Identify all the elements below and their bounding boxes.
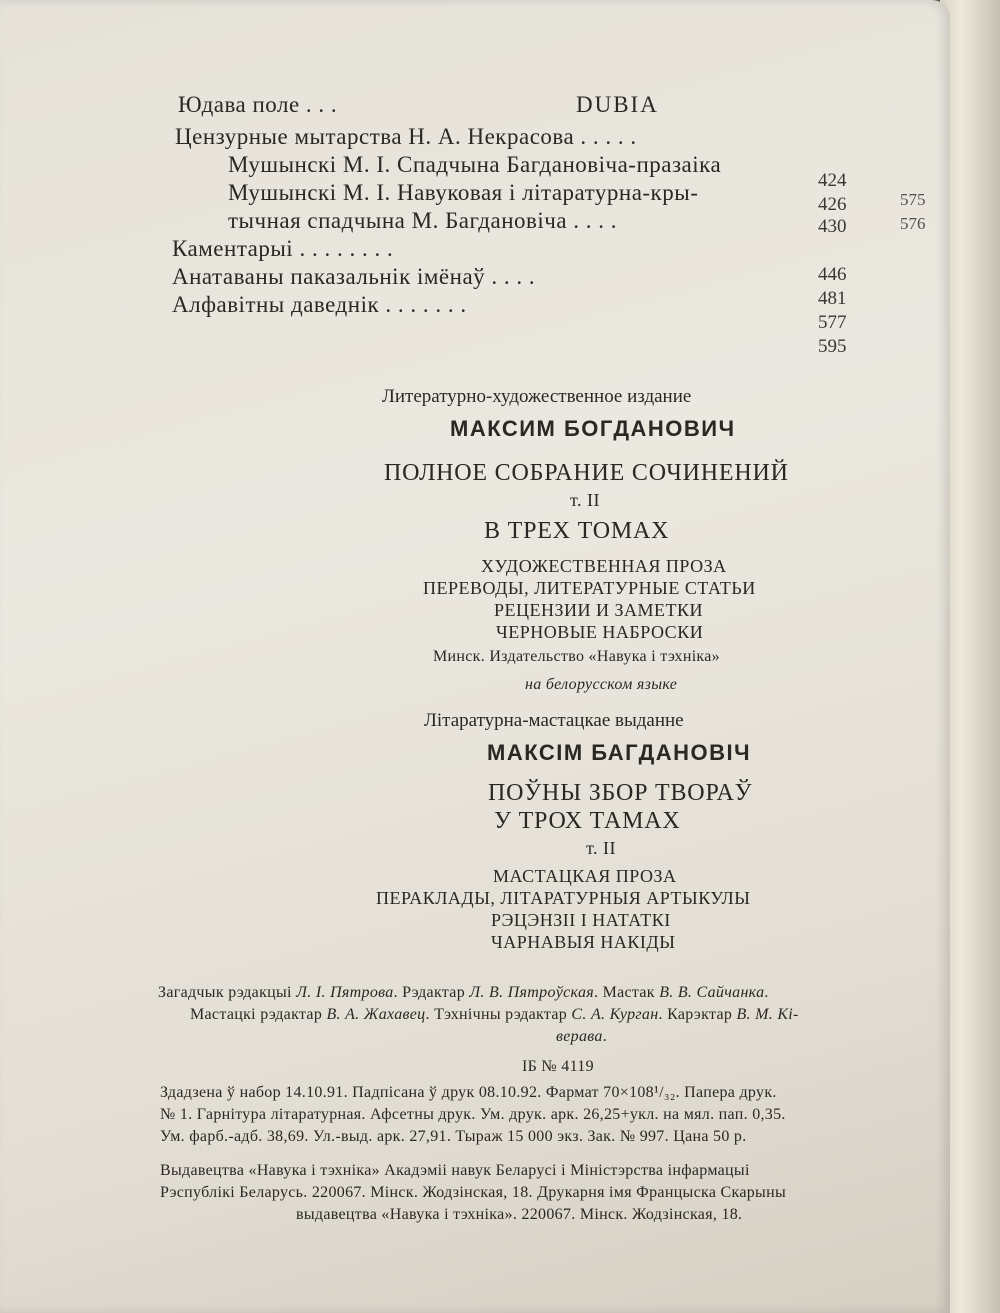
credits-line: Мастацкі рэдактар В. А. Жахавец. Тэхнічны рэдактар С. А. Курган. Карэктар В. М. Кі- [190, 1006, 799, 1023]
publisher-line: Рэспублікі Беларусь. 220067. Мінск. Жодзінская, 18. Друкарня імя Францыска Скарыны [160, 1184, 787, 1201]
toc-entry: Алфавітны даведнік . . . . . . . [172, 292, 467, 317]
toc-page-number: 424 [818, 170, 847, 191]
ru-author: МАКСИМ БОГДАНОВИЧ [450, 416, 736, 441]
ru-content-line: ЧЕРНОВЫЕ НАБРОСКИ [496, 622, 704, 642]
publisher-line: выдавецтва «Навука і тэхніка». 220067. Мінск. Жодзінская, 18. [296, 1206, 743, 1223]
toc-entry: Мушынскі М. І. Навуковая і літаратурна-кры- [228, 180, 699, 205]
ru-publisher: Минск. Издательство «Навука і тэхніка» [433, 648, 720, 665]
imprint-line: № 1. Гарнітура літаратурная. Афсетны друк. Ум. друк. арк. 26,25+укл. на мял. пап. 0,35. [160, 1106, 786, 1123]
ru-volumes-count: В ТРЕХ ТОМАХ [484, 518, 670, 544]
by-content-line: ЧАРНАВЫЯ НАКІДЫ [491, 932, 676, 952]
toc-entry: Каментарыі . . . . . . . . [172, 236, 394, 261]
by-content-line: МАСТАЦКАЯ ПРОЗА [493, 866, 677, 886]
toc-entry: Цензурные мытарства Н. А. Некрасова . . . . . [175, 124, 637, 149]
credits-line: верава. [556, 1028, 607, 1045]
ru-edition-type: Литературно-художественное издание [382, 386, 692, 407]
toc-entry: Анатаваны паказальнік імёнаў . . . . [172, 264, 536, 289]
ru-title: ПОЛНОЕ СОБРАНИЕ СОЧИНЕНИЙ [384, 460, 789, 486]
by-edition-type: Літаратурна-мастацкае выданне [424, 710, 684, 731]
imprint-line: Здадзена ў набор 14.10.91. Падпісана ў друк 08.10.92. Фармат 70×108¹/₃₂. Папера друк. [160, 1084, 777, 1101]
margin-page-number: 575 [900, 190, 926, 209]
margin-page-number: 576 [900, 214, 926, 233]
toc-page-number: 595 [818, 336, 847, 357]
publisher-line: Выдавецтва «Навука і тэхніка» Акадэміі навук Беларусі і Міністэрства інфармацыі [160, 1162, 750, 1179]
ru-content-line: ХУДОЖЕСТВЕННАЯ ПРОЗА [481, 556, 727, 576]
imprint-id: ІБ № 4119 [522, 1058, 594, 1075]
toc-entry: Мушынскі М. І. Спадчына Багдановіча-празаіка [228, 152, 722, 177]
by-volumes-count: У ТРОХ ТАМАХ [494, 808, 681, 834]
toc-page-number: 577 [818, 312, 847, 333]
ru-content-line: РЕЦЕНЗИИ И ЗАМЕТКИ [494, 600, 704, 620]
toc-page-number: 430 [818, 216, 847, 237]
imprint-line: Ум. фарб.-адб. 38,69. Ул.-выд. арк. 27,91. Тыраж 15 000 экз. Зак. № 997. Цана 50 р. [160, 1128, 747, 1145]
by-content-line: ПЕРАКЛАДЫ, ЛІТАРАТУРНЫЯ АРТЫКУЛЫ [376, 888, 751, 908]
toc-entry: тычная спадчына М. Багдановіча . . . . [228, 208, 618, 233]
by-title: ПОЎНЫ ЗБОР ТВОРАЎ [488, 780, 753, 806]
ru-volume: т. II [570, 490, 601, 510]
by-author: МАКСІМ БАГДАНОВІЧ [487, 740, 752, 765]
section-header-dubia: DUBIA [576, 92, 659, 117]
toc-entry: Юдава поле . . . [178, 92, 338, 117]
toc-page-number: 426 [818, 194, 847, 215]
by-content-line: РЭЦЭНЗІІ І НАТАТКІ [491, 910, 671, 930]
toc-page-number: 481 [818, 288, 847, 309]
by-volume: т. II [586, 838, 617, 858]
ru-content-line: ПЕРЕВОДЫ, ЛИТЕРАТУРНЫЕ СТАТЬИ [423, 578, 756, 598]
toc-page-number: 446 [818, 264, 847, 285]
credits-line: Загадчык рэдакцыі Л. І. Пятрова. Рэдактар Л. В. Пятроўская. Мастак В. В. Сайчанка. [158, 984, 769, 1001]
ru-language-note: на белорусском языке [525, 676, 678, 693]
